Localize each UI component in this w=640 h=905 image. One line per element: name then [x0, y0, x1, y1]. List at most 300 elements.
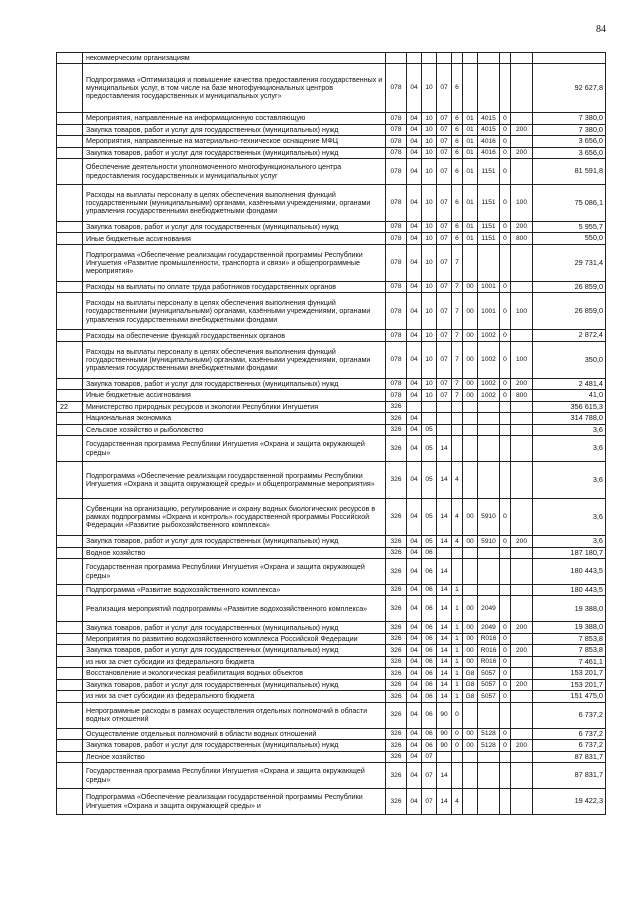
- row-number-cell: [57, 668, 83, 679]
- grbs-code-cell: 078: [386, 233, 407, 244]
- subsection-code-cell: 10: [422, 124, 437, 135]
- direction-code-cell: [478, 53, 500, 64]
- row-number-cell: [57, 64, 83, 113]
- direction-code-cell: 1001: [478, 281, 500, 292]
- section-code-cell: 04: [407, 341, 422, 378]
- extra-code-cell: 0: [500, 390, 511, 401]
- row-name-cell: Закупка товаров, работ и услуг для государственных (муниципальных) нужд: [83, 147, 386, 158]
- event-code-cell: 00: [463, 728, 478, 739]
- table-row: [57, 763, 606, 789]
- row-number-cell: [57, 462, 83, 499]
- section-code-cell: 04: [407, 728, 422, 739]
- grbs-code-cell: 326: [386, 547, 407, 558]
- grbs-code-cell: 078: [386, 147, 407, 158]
- extra-code-cell: [500, 763, 511, 789]
- subsection-code-cell: 07: [422, 789, 437, 815]
- row-name-cell: из них за счет субсидии из федерального бюджета: [83, 656, 386, 667]
- subsection-code-cell: 05: [422, 462, 437, 499]
- expense-type-cell: 100: [511, 185, 533, 222]
- amount-cell: 7 853,8: [533, 645, 606, 656]
- extra-code-cell: 0: [500, 622, 511, 633]
- direction-code-cell: [478, 64, 500, 113]
- direction-code-cell: [478, 436, 500, 462]
- event-code-cell: 00: [463, 281, 478, 292]
- subprogram-code-cell: 1: [452, 668, 463, 679]
- subprogram-code-cell: [452, 53, 463, 64]
- direction-code-cell: [478, 763, 500, 789]
- program-code-cell: 07: [437, 64, 452, 113]
- table-row: [57, 53, 606, 64]
- subsection-code-cell: 06: [422, 656, 437, 667]
- row-name-cell: Государственная программа Республики Ингушетия «Охрана и защита окружающей среды»: [83, 436, 386, 462]
- budget-table: [56, 52, 606, 815]
- program-code-cell: [437, 53, 452, 64]
- program-code-cell: 14: [437, 596, 452, 622]
- row-number-cell: [57, 159, 83, 185]
- program-code-cell: 14: [437, 763, 452, 789]
- direction-code-cell: 5910: [478, 499, 500, 536]
- expense-type-cell: [511, 499, 533, 536]
- program-code-cell: 07: [437, 136, 452, 147]
- extra-code-cell: [500, 244, 511, 281]
- grbs-code-cell: 078: [386, 113, 407, 124]
- row-name-cell: Иные бюджетные ассигнования: [83, 390, 386, 401]
- event-code-cell: 01: [463, 185, 478, 222]
- subsection-code-cell: 06: [422, 633, 437, 644]
- event-code-cell: [463, 763, 478, 789]
- row-name-cell: Непрограммные расходы в рамках осуществления отдельных полномочий в области водных отношений: [83, 702, 386, 728]
- section-code-cell: 04: [407, 222, 422, 233]
- program-code-cell: 07: [437, 341, 452, 378]
- row-number-cell: [57, 244, 83, 281]
- row-number-cell: [57, 124, 83, 135]
- grbs-code-cell: 078: [386, 159, 407, 185]
- extra-code-cell: [500, 596, 511, 622]
- section-code-cell: 04: [407, 124, 422, 135]
- extra-code-cell: 0: [500, 656, 511, 667]
- expense-type-cell: [511, 702, 533, 728]
- row-name-cell: Реализация мероприятий подпрограммы «Развитие водохозяйственного комплекса»: [83, 596, 386, 622]
- row-number-cell: 22: [57, 401, 83, 412]
- expense-type-cell: [511, 244, 533, 281]
- event-code-cell: [463, 585, 478, 596]
- row-number-cell: [57, 390, 83, 401]
- amount-cell: 5 955,7: [533, 222, 606, 233]
- program-code-cell: 90: [437, 702, 452, 728]
- subsection-code-cell: 06: [422, 679, 437, 690]
- subprogram-code-cell: 7: [452, 390, 463, 401]
- subprogram-code-cell: 4: [452, 462, 463, 499]
- extra-code-cell: [500, 64, 511, 113]
- direction-code-cell: [478, 559, 500, 585]
- expense-type-cell: [511, 424, 533, 435]
- section-code-cell: 04: [407, 113, 422, 124]
- subsection-code-cell: 06: [422, 740, 437, 751]
- subprogram-code-cell: [452, 547, 463, 558]
- direction-code-cell: [478, 401, 500, 412]
- table-body: [57, 53, 606, 815]
- row-number-cell: [57, 293, 83, 330]
- row-name-cell: Государственная программа Республики Ингушетия «Охрана и защита окружающей среды»: [83, 559, 386, 585]
- extra-code-cell: 0: [500, 691, 511, 702]
- direction-code-cell: R016: [478, 645, 500, 656]
- section-code-cell: [407, 53, 422, 64]
- section-code-cell: 04: [407, 691, 422, 702]
- row-number-cell: [57, 424, 83, 435]
- event-code-cell: 00: [463, 622, 478, 633]
- grbs-code-cell: 326: [386, 401, 407, 412]
- row-name-cell: Сельское хозяйство и рыболовство: [83, 424, 386, 435]
- program-code-cell: [437, 413, 452, 424]
- grbs-code-cell: 078: [386, 281, 407, 292]
- row-number-cell: [57, 789, 83, 815]
- extra-code-cell: 0: [500, 113, 511, 124]
- row-number-cell: [57, 53, 83, 64]
- direction-code-cell: 4016: [478, 136, 500, 147]
- row-number-cell: [57, 341, 83, 378]
- direction-code-cell: 1002: [478, 378, 500, 389]
- grbs-code-cell: 326: [386, 751, 407, 762]
- row-name-cell: Расходы на выплаты по оплате труда работников государственных органов: [83, 281, 386, 292]
- extra-code-cell: [500, 462, 511, 499]
- amount-cell: 3,6: [533, 536, 606, 547]
- expense-type-cell: [511, 413, 533, 424]
- subsection-code-cell: [422, 53, 437, 64]
- subsection-code-cell: 10: [422, 341, 437, 378]
- section-code-cell: 04: [407, 378, 422, 389]
- table-row: [57, 341, 606, 378]
- grbs-code-cell: 078: [386, 390, 407, 401]
- subprogram-code-cell: 6: [452, 159, 463, 185]
- section-code-cell: 04: [407, 413, 422, 424]
- amount-cell: 3,6: [533, 424, 606, 435]
- subsection-code-cell: 06: [422, 596, 437, 622]
- expense-type-cell: 200: [511, 124, 533, 135]
- event-code-cell: 00: [463, 596, 478, 622]
- event-code-cell: [463, 64, 478, 113]
- row-name-cell: Министерство природных ресурсов и экологии Республики Ингушетия: [83, 401, 386, 412]
- grbs-code-cell: 078: [386, 124, 407, 135]
- section-code-cell: 04: [407, 436, 422, 462]
- subsection-code-cell: 06: [422, 622, 437, 633]
- row-name-cell: Субвенции на организацию, регулирование и охрану водных биологических ресурсов в рамках подпрограммы «Охрана и контроль» государственной программы Российской Федерации «Развитие рыбохозяйственного комплекса»: [83, 499, 386, 536]
- row-name-cell: Подпрограмма «Развитие водохозяйственного комплекса»: [83, 585, 386, 596]
- table-row: [57, 244, 606, 281]
- extra-code-cell: [500, 413, 511, 424]
- extra-code-cell: 0: [500, 536, 511, 547]
- program-code-cell: 14: [437, 668, 452, 679]
- event-code-cell: 01: [463, 124, 478, 135]
- program-code-cell: 07: [437, 330, 452, 341]
- extra-code-cell: 0: [500, 633, 511, 644]
- grbs-code-cell: 078: [386, 341, 407, 378]
- expense-type-cell: [511, 547, 533, 558]
- event-code-cell: 01: [463, 159, 478, 185]
- row-name-cell: Осуществление отдельных полномочий в области водных отношений: [83, 728, 386, 739]
- event-code-cell: 01: [463, 147, 478, 158]
- amount-cell: 356 615,3: [533, 401, 606, 412]
- table-row: [57, 424, 606, 435]
- subsection-code-cell: 10: [422, 64, 437, 113]
- row-name-cell: Расходы на выплаты персоналу в целях обеспечения выполнения функций государственными (муниципальными) органами, казёнными учреждениями, органами управления государственными внебюджетными фондами: [83, 293, 386, 330]
- grbs-code-cell: 326: [386, 413, 407, 424]
- expense-type-cell: [511, 633, 533, 644]
- row-name-cell: Расходы на выплаты персоналу в целях обеспечения выполнения функций государственными (муниципальными) органами, казёнными учреждениями, органами управления государственными внебюджетными фондами: [83, 341, 386, 378]
- direction-code-cell: [478, 789, 500, 815]
- row-name-cell: Расходы на обеспечение функций государственных органов: [83, 330, 386, 341]
- subprogram-code-cell: 7: [452, 244, 463, 281]
- table-row: [57, 293, 606, 330]
- amount-cell: 7 380,0: [533, 124, 606, 135]
- table-row: [57, 691, 606, 702]
- subprogram-code-cell: [452, 436, 463, 462]
- table-row: [57, 559, 606, 585]
- table-row: [57, 702, 606, 728]
- subsection-code-cell: 10: [422, 281, 437, 292]
- event-code-cell: [463, 547, 478, 558]
- program-code-cell: 14: [437, 499, 452, 536]
- table-row: [57, 281, 606, 292]
- event-code-cell: 00: [463, 390, 478, 401]
- direction-code-cell: 5910: [478, 536, 500, 547]
- event-code-cell: [463, 53, 478, 64]
- grbs-code-cell: 326: [386, 462, 407, 499]
- subsection-code-cell: 06: [422, 585, 437, 596]
- table-row: [57, 596, 606, 622]
- section-code-cell: 04: [407, 330, 422, 341]
- row-number-cell: [57, 536, 83, 547]
- expense-type-cell: [511, 585, 533, 596]
- program-code-cell: 90: [437, 728, 452, 739]
- section-code-cell: 04: [407, 559, 422, 585]
- subprogram-code-cell: 4: [452, 536, 463, 547]
- section-code-cell: 04: [407, 702, 422, 728]
- subprogram-code-cell: 6: [452, 136, 463, 147]
- direction-code-cell: 1002: [478, 330, 500, 341]
- section-code-cell: 04: [407, 679, 422, 690]
- subsection-code-cell: 10: [422, 293, 437, 330]
- extra-code-cell: 0: [500, 293, 511, 330]
- program-code-cell: 07: [437, 293, 452, 330]
- amount-cell: 3 656,0: [533, 136, 606, 147]
- table-row: [57, 656, 606, 667]
- subprogram-code-cell: 0: [452, 702, 463, 728]
- table-row: [57, 159, 606, 185]
- subsection-code-cell: 06: [422, 547, 437, 558]
- program-code-cell: 14: [437, 691, 452, 702]
- grbs-code-cell: 326: [386, 656, 407, 667]
- amount-cell: 26 859,0: [533, 281, 606, 292]
- subsection-code-cell: 10: [422, 147, 437, 158]
- program-code-cell: [437, 424, 452, 435]
- amount-cell: 3 656,0: [533, 147, 606, 158]
- direction-code-cell: 2049: [478, 596, 500, 622]
- direction-code-cell: [478, 462, 500, 499]
- row-number-cell: [57, 222, 83, 233]
- section-code-cell: 04: [407, 136, 422, 147]
- row-name-cell: Закупка товаров, работ и услуг для государственных (муниципальных) нужд: [83, 622, 386, 633]
- row-name-cell: Закупка товаров, работ и услуг для государственных (муниципальных) нужд: [83, 124, 386, 135]
- section-code-cell: 04: [407, 233, 422, 244]
- program-code-cell: 07: [437, 147, 452, 158]
- extra-code-cell: 0: [500, 147, 511, 158]
- grbs-code-cell: 326: [386, 559, 407, 585]
- event-code-cell: [463, 401, 478, 412]
- row-number-cell: [57, 585, 83, 596]
- extra-code-cell: 0: [500, 159, 511, 185]
- row-number-cell: [57, 702, 83, 728]
- row-name-cell: Закупка товаров, работ и услуг для государственных (муниципальных) нужд: [83, 740, 386, 751]
- subprogram-code-cell: 4: [452, 789, 463, 815]
- extra-code-cell: 0: [500, 645, 511, 656]
- table-row: [57, 668, 606, 679]
- program-code-cell: 14: [437, 585, 452, 596]
- row-number-cell: [57, 622, 83, 633]
- row-name-cell: Обеспечение деятельности уполномоченного многофункционального центра предоставления государственных и муниципальных услуг: [83, 159, 386, 185]
- extra-code-cell: 0: [500, 281, 511, 292]
- expense-type-cell: [511, 462, 533, 499]
- direction-code-cell: 5128: [478, 728, 500, 739]
- direction-code-cell: 1151: [478, 159, 500, 185]
- table-row: [57, 113, 606, 124]
- direction-code-cell: [478, 424, 500, 435]
- subprogram-code-cell: [452, 401, 463, 412]
- direction-code-cell: 1002: [478, 390, 500, 401]
- extra-code-cell: 0: [500, 740, 511, 751]
- expense-type-cell: [511, 789, 533, 815]
- subsection-code-cell: 10: [422, 378, 437, 389]
- row-number-cell: [57, 147, 83, 158]
- row-name-cell: Подпрограмма «Оптимизация и повышение качества предоставления государственных и муниципальных услуг, в том числе на базе многофункциональных центров предоставления государственных и муниципальных услуг»: [83, 64, 386, 113]
- extra-code-cell: [500, 53, 511, 64]
- event-code-cell: [463, 424, 478, 435]
- program-code-cell: 07: [437, 124, 452, 135]
- program-code-cell: 14: [437, 789, 452, 815]
- amount-cell: 350,0: [533, 341, 606, 378]
- amount-cell: 26 859,0: [533, 293, 606, 330]
- grbs-code-cell: 326: [386, 436, 407, 462]
- expense-type-cell: 200: [511, 147, 533, 158]
- subsection-code-cell: [422, 413, 437, 424]
- subprogram-code-cell: 1: [452, 633, 463, 644]
- row-number-cell: [57, 330, 83, 341]
- table-row: [57, 499, 606, 536]
- direction-code-cell: R016: [478, 656, 500, 667]
- extra-code-cell: 0: [500, 499, 511, 536]
- expense-type-cell: 800: [511, 390, 533, 401]
- grbs-code-cell: 326: [386, 668, 407, 679]
- extra-code-cell: 0: [500, 668, 511, 679]
- expense-type-cell: [511, 728, 533, 739]
- grbs-code-cell: 078: [386, 330, 407, 341]
- program-code-cell: 07: [437, 244, 452, 281]
- subprogram-code-cell: 1: [452, 679, 463, 690]
- subsection-code-cell: 06: [422, 559, 437, 585]
- event-code-cell: 00: [463, 536, 478, 547]
- grbs-code-cell: 326: [386, 622, 407, 633]
- row-name-cell: Водное хозяйство: [83, 547, 386, 558]
- table-row: [57, 536, 606, 547]
- section-code-cell: 04: [407, 633, 422, 644]
- subprogram-code-cell: 6: [452, 64, 463, 113]
- subprogram-code-cell: 7: [452, 330, 463, 341]
- amount-cell: 7 380,0: [533, 113, 606, 124]
- section-code-cell: 04: [407, 622, 422, 633]
- subprogram-code-cell: 1: [452, 656, 463, 667]
- program-code-cell: 14: [437, 436, 452, 462]
- expense-type-cell: 100: [511, 341, 533, 378]
- grbs-code-cell: 078: [386, 64, 407, 113]
- amount-cell: 75 086,1: [533, 185, 606, 222]
- subsection-code-cell: 10: [422, 222, 437, 233]
- subprogram-code-cell: 1: [452, 645, 463, 656]
- subprogram-code-cell: 1: [452, 585, 463, 596]
- amount-cell: 19 422,3: [533, 789, 606, 815]
- extra-code-cell: [500, 424, 511, 435]
- table-row: [57, 124, 606, 135]
- expense-type-cell: 200: [511, 740, 533, 751]
- subsection-code-cell: 05: [422, 436, 437, 462]
- event-code-cell: 01: [463, 222, 478, 233]
- row-name-cell: Подпрограмма «Обеспечение реализации государственной программы Республики Ингушетия «Охрана и защита окружающей среды» и общепрограммные мероприятия»: [83, 462, 386, 499]
- section-code-cell: 04: [407, 185, 422, 222]
- subsection-code-cell: 10: [422, 185, 437, 222]
- event-code-cell: 00: [463, 378, 478, 389]
- direction-code-cell: 5057: [478, 668, 500, 679]
- amount-cell: [533, 53, 606, 64]
- extra-code-cell: 0: [500, 136, 511, 147]
- row-number-cell: [57, 751, 83, 762]
- subsection-code-cell: 10: [422, 113, 437, 124]
- table-row: [57, 330, 606, 341]
- section-code-cell: 04: [407, 462, 422, 499]
- subsection-code-cell: 10: [422, 390, 437, 401]
- expense-type-cell: [511, 559, 533, 585]
- row-number-cell: [57, 633, 83, 644]
- section-code-cell: 04: [407, 536, 422, 547]
- expense-type-cell: 200: [511, 622, 533, 633]
- event-code-cell: G8: [463, 691, 478, 702]
- direction-code-cell: 1151: [478, 185, 500, 222]
- extra-code-cell: [500, 436, 511, 462]
- amount-cell: 2 872,4: [533, 330, 606, 341]
- direction-code-cell: 5128: [478, 740, 500, 751]
- row-number-cell: [57, 499, 83, 536]
- table-row: [57, 462, 606, 499]
- subprogram-code-cell: 6: [452, 233, 463, 244]
- subsection-code-cell: [422, 401, 437, 412]
- section-code-cell: 04: [407, 740, 422, 751]
- section-code-cell: 04: [407, 751, 422, 762]
- subprogram-code-cell: 0: [452, 740, 463, 751]
- table-row: [57, 64, 606, 113]
- direction-code-cell: 2049: [478, 622, 500, 633]
- subprogram-code-cell: 1: [452, 622, 463, 633]
- subprogram-code-cell: 7: [452, 281, 463, 292]
- table-row: [57, 401, 606, 412]
- program-code-cell: 07: [437, 390, 452, 401]
- grbs-code-cell: 326: [386, 536, 407, 547]
- event-code-cell: 01: [463, 113, 478, 124]
- section-code-cell: 04: [407, 499, 422, 536]
- amount-cell: 3,6: [533, 499, 606, 536]
- subprogram-code-cell: 4: [452, 499, 463, 536]
- grbs-code-cell: 078: [386, 136, 407, 147]
- event-code-cell: G8: [463, 668, 478, 679]
- event-code-cell: 00: [463, 330, 478, 341]
- grbs-code-cell: 078: [386, 378, 407, 389]
- subsection-code-cell: 07: [422, 751, 437, 762]
